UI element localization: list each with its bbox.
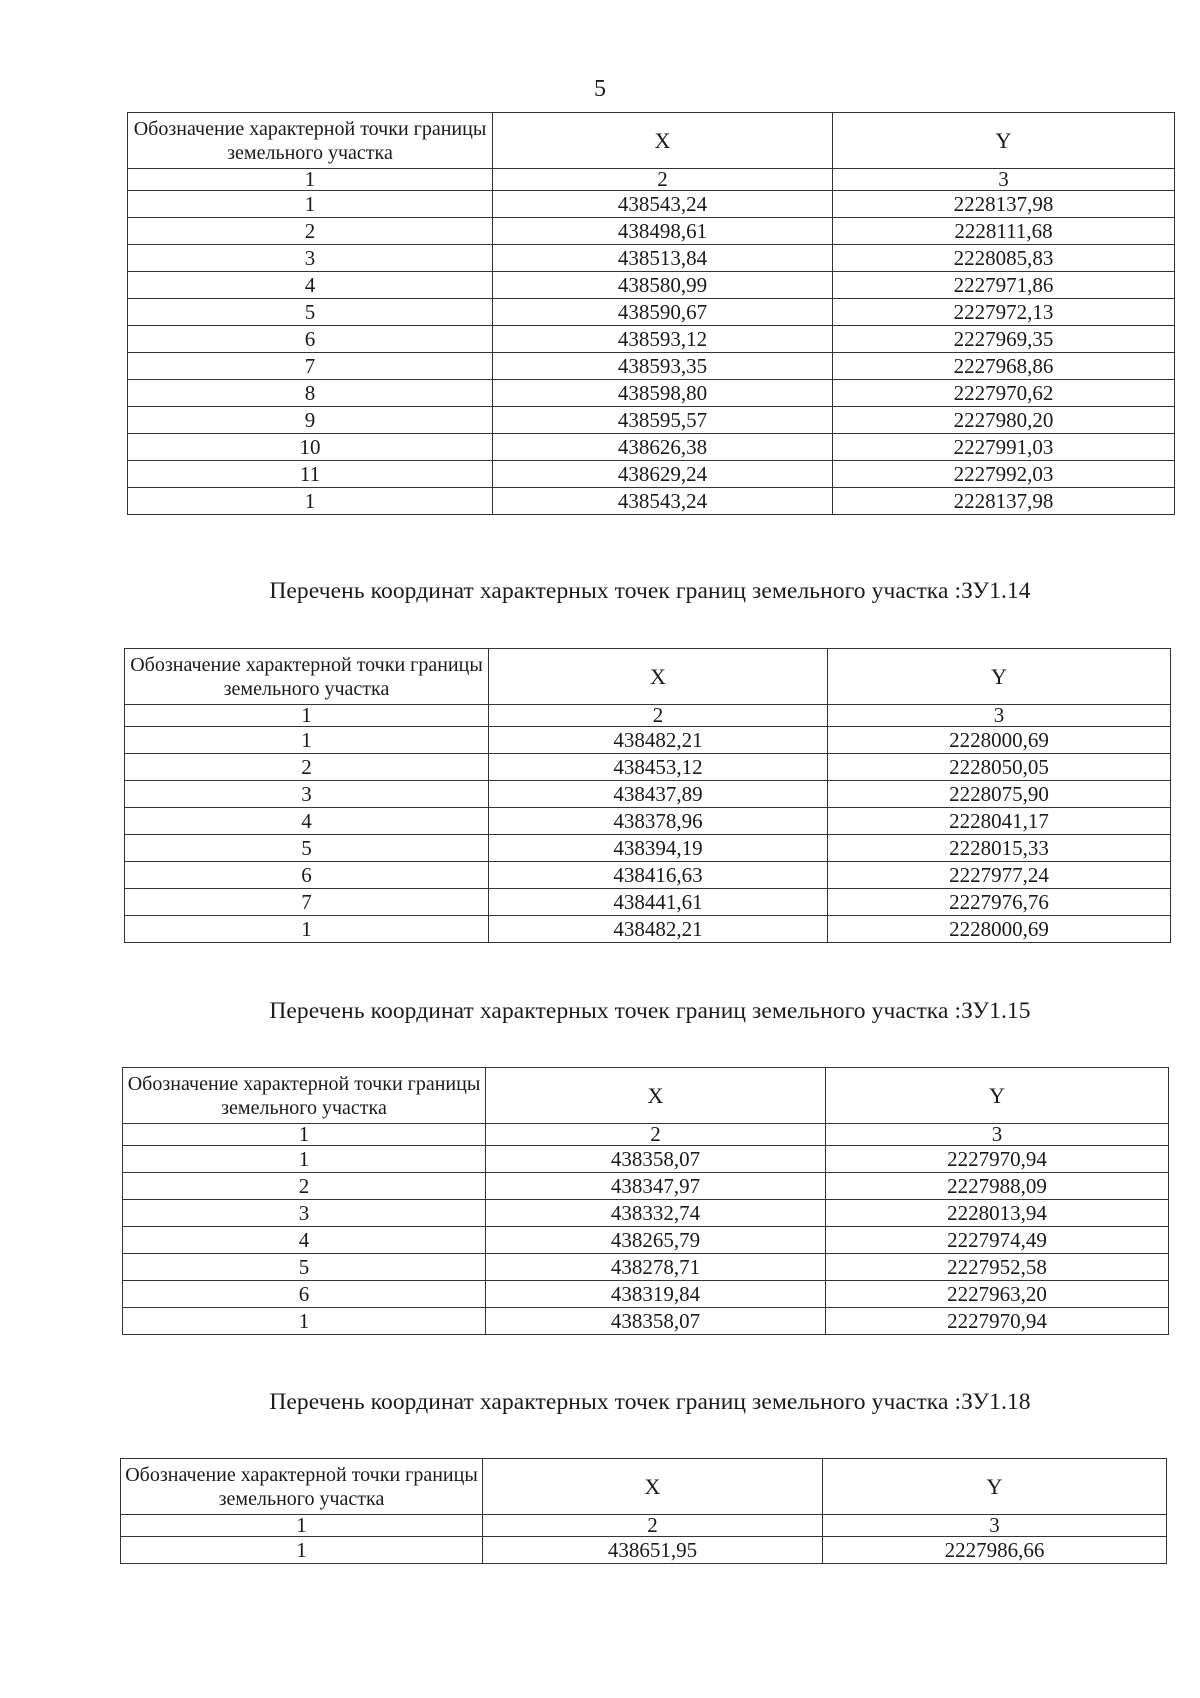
table-row xyxy=(128,488,1175,515)
column-number-row xyxy=(128,169,1175,191)
x-coordinate-cell: 438593,12 xyxy=(493,326,833,353)
y-coordinate-cell: 2227992,03 xyxy=(833,461,1175,488)
y-column-header: Y xyxy=(828,649,1171,705)
y-coordinate-cell: 2227977,24 xyxy=(828,862,1171,889)
x-coordinate-cell: 438580,99 xyxy=(493,272,833,299)
point-number-cell: 5 xyxy=(128,299,493,326)
point-number-cell: 2 xyxy=(128,218,493,245)
point-number-cell: 3 xyxy=(123,1200,486,1227)
y-coordinate-cell: 2227970,94 xyxy=(826,1308,1169,1335)
y-coordinate-cell: 2228000,69 xyxy=(828,727,1171,754)
point-column-header: Обозначение характерной точки границы земельного участка xyxy=(123,1068,486,1124)
x-coordinate-cell: 438595,57 xyxy=(493,407,833,434)
y-coordinate-cell: 2227970,62 xyxy=(833,380,1175,407)
point-number-cell: 1 xyxy=(123,1146,486,1173)
y-coordinate-cell: 2228015,33 xyxy=(828,835,1171,862)
column-number-row xyxy=(125,705,1171,727)
column-number: 3 xyxy=(823,1515,1167,1537)
table-caption: Перечень координат характерных точек границ земельного участка :ЗУ1.18 xyxy=(269,1389,1031,1415)
table-row xyxy=(123,1227,1169,1254)
x-coordinate-cell: 438347,97 xyxy=(486,1173,826,1200)
y-coordinate-cell: 2227974,49 xyxy=(826,1227,1169,1254)
table-row xyxy=(121,1537,1167,1564)
point-number-cell: 3 xyxy=(125,781,489,808)
y-coordinate-cell: 2228041,17 xyxy=(828,808,1171,835)
point-number-cell: 6 xyxy=(123,1281,486,1308)
x-coordinate-cell: 438626,38 xyxy=(493,434,833,461)
x-coordinate-cell: 438651,95 xyxy=(483,1537,823,1564)
point-number-cell: 1 xyxy=(125,916,489,943)
column-number: 1 xyxy=(123,1124,486,1146)
point-number-cell: 7 xyxy=(125,889,489,916)
column-number: 2 xyxy=(489,705,828,727)
column-number: 1 xyxy=(125,705,489,727)
x-coordinate-cell: 438453,12 xyxy=(489,754,828,781)
y-coordinate-cell: 2228050,05 xyxy=(828,754,1171,781)
y-coordinate-cell: 2227963,20 xyxy=(826,1281,1169,1308)
x-coordinate-cell: 438332,74 xyxy=(486,1200,826,1227)
column-number: 3 xyxy=(828,705,1171,727)
coordinates-table xyxy=(124,648,1171,943)
table-row xyxy=(123,1308,1169,1335)
y-column-header: Y xyxy=(826,1068,1169,1124)
table-row xyxy=(128,461,1175,488)
y-coordinate-cell: 2227969,35 xyxy=(833,326,1175,353)
table-row xyxy=(123,1146,1169,1173)
page-number: 5 xyxy=(594,76,606,102)
x-column-header: X xyxy=(486,1068,826,1124)
x-coordinate-cell: 438629,24 xyxy=(493,461,833,488)
table-row xyxy=(123,1254,1169,1281)
table-row xyxy=(128,434,1175,461)
point-number-cell: 5 xyxy=(123,1254,486,1281)
table-row xyxy=(128,191,1175,218)
x-coordinate-cell: 438498,61 xyxy=(493,218,833,245)
y-column-header: Y xyxy=(833,113,1175,169)
table-row xyxy=(128,272,1175,299)
y-column-header: Y xyxy=(823,1459,1167,1515)
table-row xyxy=(125,781,1171,808)
y-coordinate-cell: 2227971,86 xyxy=(833,272,1175,299)
x-coordinate-cell: 438358,07 xyxy=(486,1308,826,1335)
point-number-cell: 1 xyxy=(128,488,493,515)
y-coordinate-cell: 2228013,94 xyxy=(826,1200,1169,1227)
column-number-row xyxy=(121,1515,1167,1537)
column-number: 2 xyxy=(486,1124,826,1146)
table-row xyxy=(125,889,1171,916)
y-coordinate-cell: 2227988,09 xyxy=(826,1173,1169,1200)
x-column-header: X xyxy=(483,1459,823,1515)
y-coordinate-cell: 2228137,98 xyxy=(833,488,1175,515)
point-number-cell: 6 xyxy=(125,862,489,889)
header-row xyxy=(128,113,1175,169)
x-coordinate-cell: 438394,19 xyxy=(489,835,828,862)
table-row xyxy=(125,754,1171,781)
point-number-cell: 4 xyxy=(123,1227,486,1254)
x-coordinate-cell: 438543,24 xyxy=(493,191,833,218)
point-column-header: Обозначение характерной точки границы земельного участка xyxy=(128,113,493,169)
x-coordinate-cell: 438378,96 xyxy=(489,808,828,835)
point-column-header: Обозначение характерной точки границы земельного участка xyxy=(125,649,489,705)
x-coordinate-cell: 438416,63 xyxy=(489,862,828,889)
column-number-row xyxy=(123,1124,1169,1146)
y-coordinate-cell: 2227980,20 xyxy=(833,407,1175,434)
y-coordinate-cell: 2227968,86 xyxy=(833,353,1175,380)
point-number-cell: 1 xyxy=(128,191,493,218)
column-number: 3 xyxy=(833,169,1175,191)
x-coordinate-cell: 438593,35 xyxy=(493,353,833,380)
point-number-cell: 4 xyxy=(128,272,493,299)
point-column-header: Обозначение характерной точки границы земельного участка xyxy=(121,1459,483,1515)
header-row xyxy=(121,1459,1167,1515)
column-number: 1 xyxy=(128,169,493,191)
x-coordinate-cell: 438482,21 xyxy=(489,727,828,754)
header-row xyxy=(123,1068,1169,1124)
x-coordinate-cell: 438482,21 xyxy=(489,916,828,943)
point-number-cell: 6 xyxy=(128,326,493,353)
table-row xyxy=(125,916,1171,943)
point-number-cell: 4 xyxy=(125,808,489,835)
point-number-cell: 2 xyxy=(123,1173,486,1200)
table-caption: Перечень координат характерных точек границ земельного участка :ЗУ1.15 xyxy=(269,998,1031,1024)
x-coordinate-cell: 438590,67 xyxy=(493,299,833,326)
table-row xyxy=(125,727,1171,754)
y-coordinate-cell: 2227986,66 xyxy=(823,1537,1167,1564)
y-coordinate-cell: 2227970,94 xyxy=(826,1146,1169,1173)
table-row xyxy=(128,326,1175,353)
point-number-cell: 2 xyxy=(125,754,489,781)
x-coordinate-cell: 438441,61 xyxy=(489,889,828,916)
table-row xyxy=(128,380,1175,407)
x-coordinate-cell: 438265,79 xyxy=(486,1227,826,1254)
table-row xyxy=(128,407,1175,434)
x-coordinate-cell: 438437,89 xyxy=(489,781,828,808)
point-number-cell: 5 xyxy=(125,835,489,862)
y-coordinate-cell: 2228137,98 xyxy=(833,191,1175,218)
y-coordinate-cell: 2228111,68 xyxy=(833,218,1175,245)
x-column-header: X xyxy=(493,113,833,169)
column-number: 2 xyxy=(493,169,833,191)
table-row xyxy=(128,245,1175,272)
table-row xyxy=(123,1173,1169,1200)
table-row xyxy=(123,1200,1169,1227)
table-row xyxy=(128,299,1175,326)
point-number-cell: 8 xyxy=(128,380,493,407)
point-number-cell: 1 xyxy=(123,1308,486,1335)
x-coordinate-cell: 438543,24 xyxy=(493,488,833,515)
x-column-header: X xyxy=(489,649,828,705)
y-coordinate-cell: 2227976,76 xyxy=(828,889,1171,916)
y-coordinate-cell: 2227952,58 xyxy=(826,1254,1169,1281)
y-coordinate-cell: 2227991,03 xyxy=(833,434,1175,461)
point-number-cell: 9 xyxy=(128,407,493,434)
point-number-cell: 10 xyxy=(128,434,493,461)
table-row xyxy=(125,862,1171,889)
table-row xyxy=(123,1281,1169,1308)
table-row xyxy=(125,808,1171,835)
x-coordinate-cell: 438513,84 xyxy=(493,245,833,272)
table-row xyxy=(128,353,1175,380)
x-coordinate-cell: 438278,71 xyxy=(486,1254,826,1281)
coordinates-table xyxy=(122,1067,1169,1335)
x-coordinate-cell: 438358,07 xyxy=(486,1146,826,1173)
x-coordinate-cell: 438598,80 xyxy=(493,380,833,407)
x-coordinate-cell: 438319,84 xyxy=(486,1281,826,1308)
point-number-cell: 1 xyxy=(125,727,489,754)
column-number: 2 xyxy=(483,1515,823,1537)
point-number-cell: 11 xyxy=(128,461,493,488)
y-coordinate-cell: 2228000,69 xyxy=(828,916,1171,943)
column-number: 1 xyxy=(121,1515,483,1537)
y-coordinate-cell: 2228085,83 xyxy=(833,245,1175,272)
coordinates-table xyxy=(127,112,1175,515)
point-number-cell: 3 xyxy=(128,245,493,272)
header-row xyxy=(125,649,1171,705)
coordinates-table xyxy=(120,1458,1167,1564)
table-row xyxy=(128,218,1175,245)
column-number: 3 xyxy=(826,1124,1169,1146)
point-number-cell: 7 xyxy=(128,353,493,380)
table-row xyxy=(125,835,1171,862)
y-coordinate-cell: 2228075,90 xyxy=(828,781,1171,808)
point-number-cell: 1 xyxy=(121,1537,483,1564)
table-caption: Перечень координат характерных точек границ земельного участка :ЗУ1.14 xyxy=(269,578,1031,604)
y-coordinate-cell: 2227972,13 xyxy=(833,299,1175,326)
